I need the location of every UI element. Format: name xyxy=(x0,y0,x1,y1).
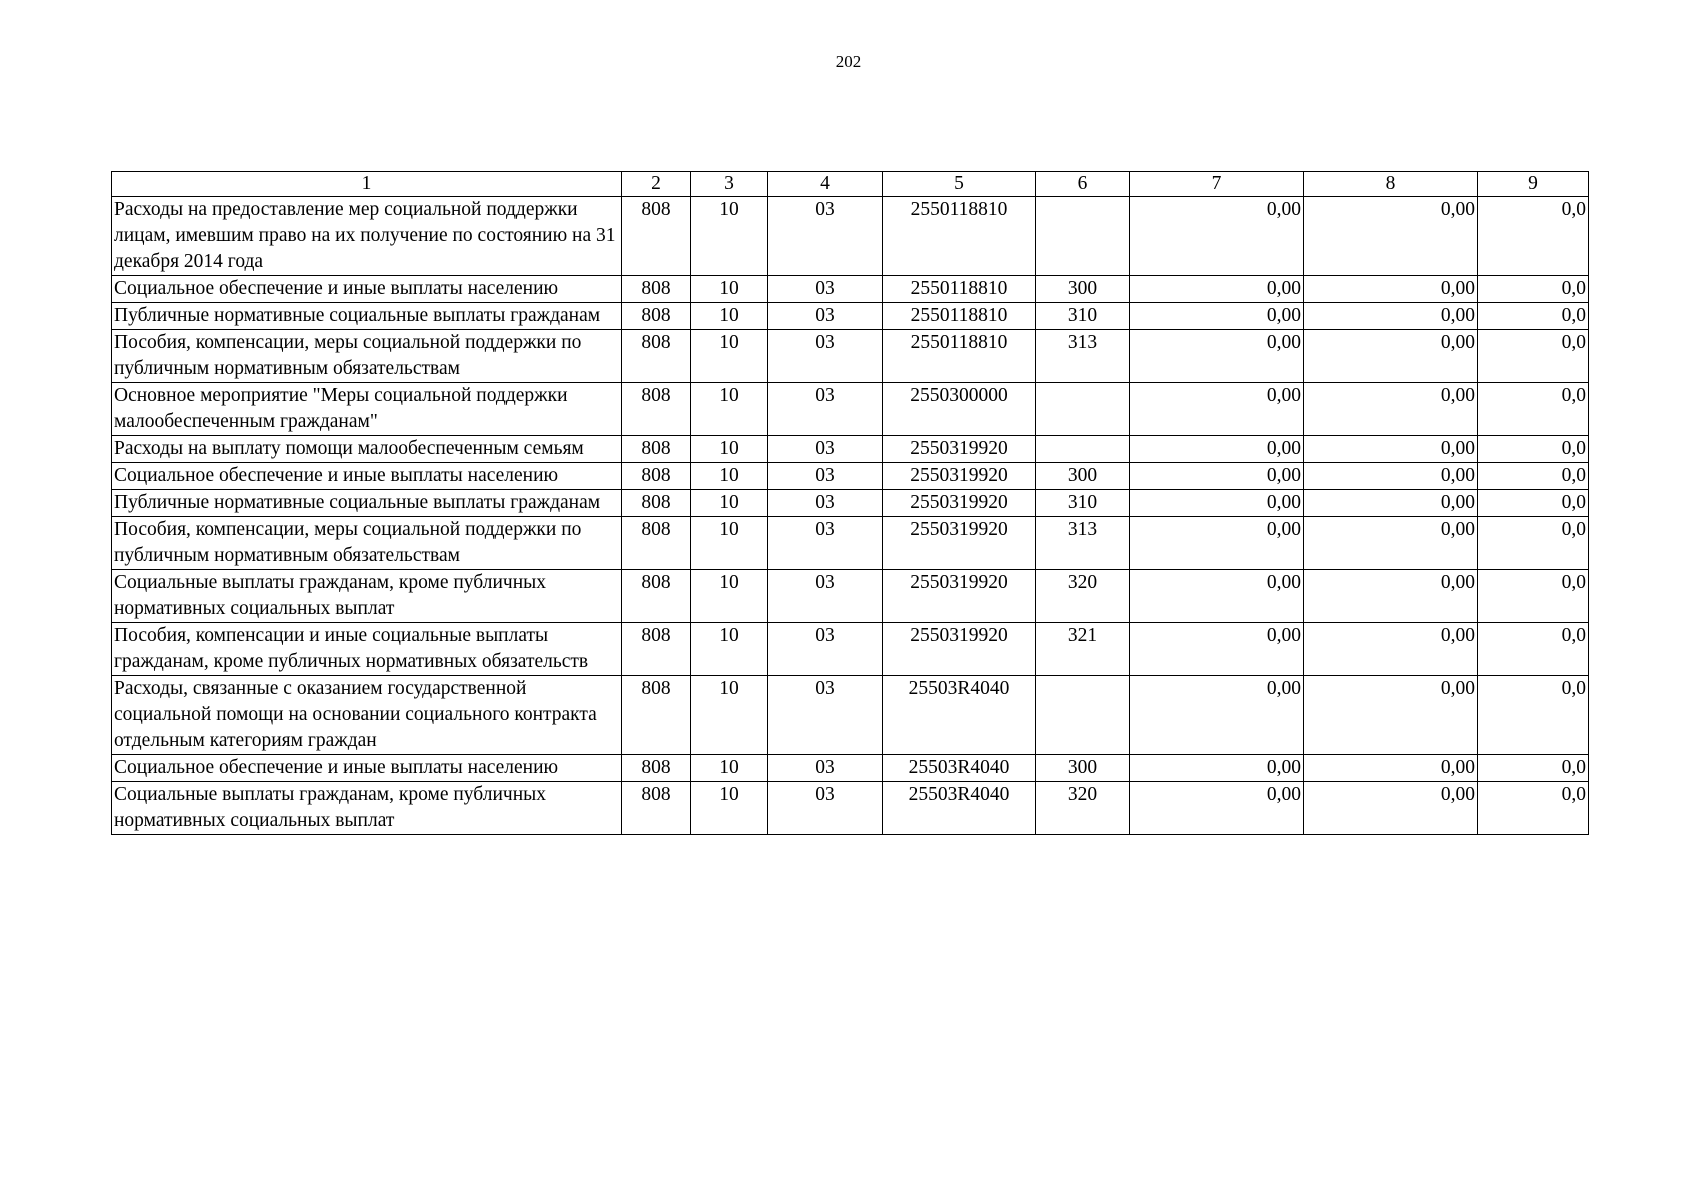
row-expense-type xyxy=(1036,436,1130,463)
row-expense-type: 310 xyxy=(1036,490,1130,517)
row-amount-7: 0,00 xyxy=(1130,676,1304,755)
table-row xyxy=(112,623,1589,676)
table-row xyxy=(112,276,1589,303)
row-admin-code: 808 xyxy=(622,383,691,436)
row-amount-8: 0,00 xyxy=(1304,782,1478,835)
row-admin-code: 808 xyxy=(622,436,691,463)
row-target-article: 25503R4040 xyxy=(883,676,1036,755)
row-target-article: 25503R4040 xyxy=(883,755,1036,782)
row-amount-9: 0,0 xyxy=(1478,276,1589,303)
row-amount-7: 0,00 xyxy=(1130,303,1304,330)
row-section: 10 xyxy=(691,330,768,383)
row-admin-code: 808 xyxy=(622,463,691,490)
row-target-article: 2550319920 xyxy=(883,623,1036,676)
row-subsection: 03 xyxy=(768,755,883,782)
row-amount-7: 0,00 xyxy=(1130,197,1304,276)
row-expense-type: 320 xyxy=(1036,570,1130,623)
row-amount-7: 0,00 xyxy=(1130,436,1304,463)
header-cell: 1 xyxy=(112,172,622,197)
row-admin-code: 808 xyxy=(622,197,691,276)
row-amount-9: 0,0 xyxy=(1478,623,1589,676)
header-cell: 7 xyxy=(1130,172,1304,197)
row-amount-8: 0,00 xyxy=(1304,330,1478,383)
row-name: Расходы на выплату помощи малообеспеченным семьям xyxy=(112,436,622,463)
row-subsection: 03 xyxy=(768,383,883,436)
row-subsection: 03 xyxy=(768,490,883,517)
row-expense-type: 313 xyxy=(1036,517,1130,570)
row-amount-9: 0,0 xyxy=(1478,383,1589,436)
row-name: Социальное обеспечение и иные выплаты населению xyxy=(112,755,622,782)
row-amount-9: 0,0 xyxy=(1478,570,1589,623)
header-cell: 3 xyxy=(691,172,768,197)
row-section: 10 xyxy=(691,383,768,436)
row-target-article: 2550319920 xyxy=(883,517,1036,570)
row-amount-8: 0,00 xyxy=(1304,276,1478,303)
row-amount-7: 0,00 xyxy=(1130,490,1304,517)
row-subsection: 03 xyxy=(768,330,883,383)
page-number: 202 xyxy=(835,52,862,71)
row-section: 10 xyxy=(691,623,768,676)
row-amount-9: 0,0 xyxy=(1478,517,1589,570)
row-target-article: 2550118810 xyxy=(883,197,1036,276)
row-expense-type xyxy=(1036,197,1130,276)
table-row xyxy=(112,782,1589,835)
row-target-article: 2550319920 xyxy=(883,570,1036,623)
row-section: 10 xyxy=(691,490,768,517)
row-amount-7: 0,00 xyxy=(1130,782,1304,835)
row-amount-7: 0,00 xyxy=(1130,330,1304,383)
row-amount-9: 0,0 xyxy=(1478,303,1589,330)
row-amount-9: 0,0 xyxy=(1478,676,1589,755)
row-amount-9: 0,0 xyxy=(1478,330,1589,383)
row-target-article: 2550319920 xyxy=(883,490,1036,517)
table-row xyxy=(112,383,1589,436)
header-row xyxy=(112,172,1589,197)
row-expense-type: 321 xyxy=(1036,623,1130,676)
table-row xyxy=(112,330,1589,383)
header-cell: 8 xyxy=(1304,172,1478,197)
row-amount-8: 0,00 xyxy=(1304,436,1478,463)
row-admin-code: 808 xyxy=(622,782,691,835)
row-amount-9: 0,0 xyxy=(1478,463,1589,490)
row-name: Расходы на предоставление мер социальной поддержки лицам, имевшим право на их получение по состоянию на 31 декабря 2014 года xyxy=(112,197,622,276)
row-subsection: 03 xyxy=(768,517,883,570)
header-cell: 6 xyxy=(1036,172,1130,197)
row-section: 10 xyxy=(691,463,768,490)
table-row xyxy=(112,490,1589,517)
row-section: 10 xyxy=(691,570,768,623)
row-name: Пособия, компенсации и иные социальные выплаты гражданам, кроме публичных нормативных обязательств xyxy=(112,623,622,676)
row-amount-7: 0,00 xyxy=(1130,570,1304,623)
row-name: Социальные выплаты гражданам, кроме публичных нормативных социальных выплат xyxy=(112,570,622,623)
row-target-article: 2550118810 xyxy=(883,330,1036,383)
row-subsection: 03 xyxy=(768,197,883,276)
header-cell: 5 xyxy=(883,172,1036,197)
row-section: 10 xyxy=(691,197,768,276)
row-name: Публичные нормативные социальные выплаты гражданам xyxy=(112,303,622,330)
row-target-article: 2550319920 xyxy=(883,436,1036,463)
row-amount-8: 0,00 xyxy=(1304,570,1478,623)
row-name: Пособия, компенсации, меры социальной поддержки по публичным нормативным обязательствам xyxy=(112,330,622,383)
row-expense-type: 310 xyxy=(1036,303,1130,330)
row-amount-8: 0,00 xyxy=(1304,383,1478,436)
table-row xyxy=(112,755,1589,782)
row-name: Основное мероприятие "Меры социальной поддержки малообеспеченным гражданам" xyxy=(112,383,622,436)
row-amount-7: 0,00 xyxy=(1130,755,1304,782)
row-expense-type: 320 xyxy=(1036,782,1130,835)
row-amount-8: 0,00 xyxy=(1304,197,1478,276)
table-row xyxy=(112,676,1589,755)
row-target-article: 2550300000 xyxy=(883,383,1036,436)
row-section: 10 xyxy=(691,782,768,835)
row-subsection: 03 xyxy=(768,676,883,755)
row-amount-9: 0,0 xyxy=(1478,782,1589,835)
budget-table xyxy=(111,171,1589,835)
row-amount-7: 0,00 xyxy=(1130,383,1304,436)
row-subsection: 03 xyxy=(768,303,883,330)
row-admin-code: 808 xyxy=(622,276,691,303)
row-expense-type xyxy=(1036,383,1130,436)
row-amount-8: 0,00 xyxy=(1304,490,1478,517)
row-subsection: 03 xyxy=(768,623,883,676)
row-section: 10 xyxy=(691,303,768,330)
row-name: Социальное обеспечение и иные выплаты населению xyxy=(112,463,622,490)
row-name: Расходы, связанные с оказанием государственной социальной помощи на основании социального контракта отдельным категориям граждан xyxy=(112,676,622,755)
row-expense-type xyxy=(1036,676,1130,755)
row-admin-code: 808 xyxy=(622,303,691,330)
row-target-article: 2550118810 xyxy=(883,303,1036,330)
table-row xyxy=(112,436,1589,463)
row-admin-code: 808 xyxy=(622,330,691,383)
row-amount-7: 0,00 xyxy=(1130,463,1304,490)
row-section: 10 xyxy=(691,436,768,463)
row-amount-8: 0,00 xyxy=(1304,463,1478,490)
table-row xyxy=(112,463,1589,490)
row-expense-type: 300 xyxy=(1036,463,1130,490)
table-row xyxy=(112,197,1589,276)
row-subsection: 03 xyxy=(768,463,883,490)
row-subsection: 03 xyxy=(768,570,883,623)
header-cell: 9 xyxy=(1478,172,1589,197)
table-row xyxy=(112,570,1589,623)
row-expense-type: 300 xyxy=(1036,276,1130,303)
row-name: Публичные нормативные социальные выплаты гражданам xyxy=(112,490,622,517)
row-subsection: 03 xyxy=(768,436,883,463)
row-section: 10 xyxy=(691,276,768,303)
row-amount-8: 0,00 xyxy=(1304,676,1478,755)
row-name: Социальное обеспечение и иные выплаты населению xyxy=(112,276,622,303)
row-target-article: 2550319920 xyxy=(883,463,1036,490)
row-amount-9: 0,0 xyxy=(1478,490,1589,517)
row-amount-7: 0,00 xyxy=(1130,276,1304,303)
row-section: 10 xyxy=(691,517,768,570)
row-section: 10 xyxy=(691,755,768,782)
row-amount-7: 0,00 xyxy=(1130,517,1304,570)
row-admin-code: 808 xyxy=(622,676,691,755)
row-amount-9: 0,0 xyxy=(1478,755,1589,782)
row-amount-8: 0,00 xyxy=(1304,517,1478,570)
row-amount-9: 0,0 xyxy=(1478,197,1589,276)
row-expense-type: 313 xyxy=(1036,330,1130,383)
row-target-article: 2550118810 xyxy=(883,276,1036,303)
row-admin-code: 808 xyxy=(622,490,691,517)
row-expense-type: 300 xyxy=(1036,755,1130,782)
row-amount-8: 0,00 xyxy=(1304,623,1478,676)
row-amount-8: 0,00 xyxy=(1304,755,1478,782)
table-row xyxy=(112,303,1589,330)
row-subsection: 03 xyxy=(768,276,883,303)
row-amount-7: 0,00 xyxy=(1130,623,1304,676)
header-cell: 4 xyxy=(768,172,883,197)
row-admin-code: 808 xyxy=(622,755,691,782)
row-admin-code: 808 xyxy=(622,570,691,623)
row-section: 10 xyxy=(691,676,768,755)
row-subsection: 03 xyxy=(768,782,883,835)
row-name: Социальные выплаты гражданам, кроме публичных нормативных социальных выплат xyxy=(112,782,622,835)
row-admin-code: 808 xyxy=(622,517,691,570)
row-amount-9: 0,0 xyxy=(1478,436,1589,463)
row-admin-code: 808 xyxy=(622,623,691,676)
header-cell: 2 xyxy=(622,172,691,197)
table-row xyxy=(112,517,1589,570)
row-amount-8: 0,00 xyxy=(1304,303,1478,330)
row-target-article: 25503R4040 xyxy=(883,782,1036,835)
row-name: Пособия, компенсации, меры социальной поддержки по публичным нормативным обязательствам xyxy=(112,517,622,570)
